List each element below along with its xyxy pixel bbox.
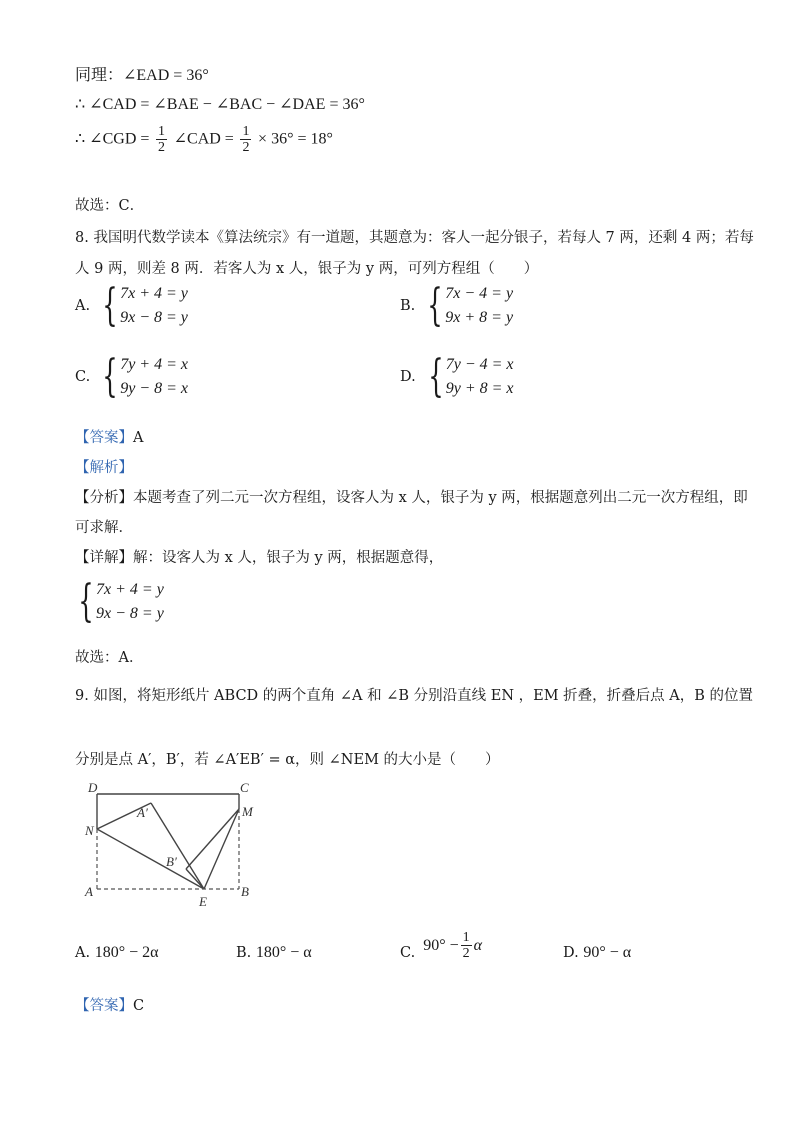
brace-icon: { (427, 280, 443, 331)
xiangjie-text: 解：设客人为 x 人，银子为 y 两，根据题意得， (133, 550, 444, 566)
q8-option-c[interactable] (75, 353, 188, 401)
q8-question-text: 8. 我国明代数学读本《算法统宗》有一道题，其题意为：客人一起分银子，若每人 7 两，还剩 4 两；若每 (75, 230, 754, 246)
label-a: A (85, 884, 93, 899)
q9-answer (75, 994, 144, 1015)
option-label: D. (400, 369, 416, 385)
fold-figure (80, 780, 270, 910)
fenxi-text-cont: 可求解． (75, 520, 133, 536)
brace-icon: { (78, 576, 94, 627)
brace-icon: { (102, 280, 118, 331)
q8-question-text-cont: 人 9 两，则差 8 两．若客人为 x 人，银子为 y 两，可列方程组（ ） (75, 261, 539, 277)
xiangjie-tag: 【详解】 (75, 550, 133, 566)
answer-value: A (133, 430, 144, 446)
edge-mb1 (186, 809, 239, 869)
option-label: A. (75, 298, 91, 314)
answer-value: C (133, 998, 145, 1014)
q8-text-line-2 (75, 257, 538, 278)
fraction-numerator: 1 (462, 930, 470, 945)
equation: 9x + 8 = y (445, 309, 514, 326)
option-value-prefix: 90° − (423, 936, 459, 954)
equation: 7x + 4 = y (96, 581, 164, 598)
q9-question-text-cont: 分别是点 A′，B′，若 ∠A′EB′ = α，则 ∠NEM 的大小是（ ） (75, 752, 500, 768)
option-label: A. (75, 945, 91, 961)
fraction-numerator: 1 (158, 124, 165, 139)
q9-option-b[interactable] (236, 944, 312, 962)
fraction-half-2 (240, 124, 251, 155)
label-m: M (242, 804, 253, 819)
analysis-tag: 【解析】 (75, 460, 133, 476)
option-label: C. (400, 944, 416, 961)
label-b-prime: B′ (166, 854, 177, 869)
q9-option-d[interactable] (563, 944, 631, 962)
fraction-numerator: 1 (242, 124, 250, 139)
equation: 9y − 8 = x (120, 380, 188, 397)
q8-text-line-1 (75, 226, 754, 247)
answer-tag: 【答案】 (75, 430, 133, 446)
equation: 7y + 4 = x (120, 356, 188, 373)
label-n: N (85, 823, 94, 838)
q8-fenxi-line-1 (75, 486, 748, 507)
derivation-line-1 (75, 62, 209, 85)
label-e: E (199, 894, 207, 909)
q9-option-a[interactable] (75, 944, 159, 962)
option-label: B. (236, 945, 252, 961)
q8-option-b[interactable] (400, 282, 513, 330)
q8-conclusion (75, 646, 143, 667)
equation: 7x − 4 = y (445, 285, 514, 302)
q8-fenxi-line-2 (75, 516, 133, 537)
line-2-text: ∴ ∠CAD = ∠BAE − ∠BAC − ∠DAE = 36° (75, 96, 365, 113)
edge-b1e (186, 869, 204, 889)
q9-text-line-2 (75, 748, 500, 769)
fraction-denominator: 2 (158, 140, 165, 155)
label-d: D (88, 780, 98, 795)
option-value: 90° − α (583, 944, 632, 961)
q8-solution-system (72, 578, 164, 626)
conclusion-line (75, 194, 144, 215)
option-label: D. (563, 945, 579, 961)
equation: 9x − 8 = y (120, 309, 188, 326)
q8-option-a[interactable] (75, 282, 188, 330)
derivation-line-3 (75, 124, 333, 155)
fraction-half (461, 930, 472, 961)
equation: 7y − 4 = x (445, 356, 514, 373)
line-3-left: ∴ ∠CGD = (75, 130, 150, 148)
option-label: B. (400, 298, 416, 314)
label-a-prime: A′ (137, 805, 148, 820)
line-1-text: 同理：∠EAD = 36° (75, 67, 209, 84)
q8-analysis-heading (75, 456, 133, 477)
fraction-denominator: 2 (242, 140, 250, 155)
conclusion-text: 故选：C． (75, 198, 145, 214)
line-3-mid: ∠CAD = (173, 130, 234, 148)
equation: 7x + 4 = y (120, 285, 188, 302)
label-c: C (240, 780, 249, 795)
q9-option-c[interactable] (400, 930, 482, 961)
crease-ne (97, 829, 204, 889)
brace-icon: { (102, 351, 118, 402)
option-value: 180° − 2α (94, 944, 159, 961)
label-b: B (241, 884, 249, 899)
equation: 9y + 8 = x (445, 380, 514, 397)
q8-option-d[interactable] (400, 353, 514, 401)
q9-text-line-1 (75, 684, 753, 705)
brace-icon: { (428, 351, 444, 402)
q8-xiangjie (75, 546, 443, 567)
line-3-right: × 36° = 18° (258, 130, 333, 148)
q8-answer (75, 426, 143, 447)
equation: 9x − 8 = y (96, 605, 164, 622)
fenxi-tag: 【分析】 (75, 490, 133, 506)
fraction-half-1 (156, 124, 167, 155)
option-label: C. (75, 369, 91, 385)
conclusion-text: 故选：A． (75, 650, 144, 666)
q9-question-text: 9. 如图，将矩形纸片 ABCD 的两个直角 ∠A 和 ∠B 分别沿直线 EN ，EM 折叠，折叠后点 A，B 的位置 (75, 688, 754, 704)
answer-tag: 【答案】 (75, 998, 133, 1014)
fraction-denominator: 2 (462, 946, 470, 961)
option-value-suffix: α (473, 936, 483, 954)
fenxi-text: 本题考查了列二元一次方程组，设客人为 x 人，银子为 y 两，根据题意列出二元一次方程组，即 (133, 490, 748, 506)
option-value: 180° − α (255, 944, 312, 961)
crease-me (204, 809, 239, 889)
edge-a1e (151, 803, 204, 889)
derivation-line-2 (75, 94, 365, 114)
